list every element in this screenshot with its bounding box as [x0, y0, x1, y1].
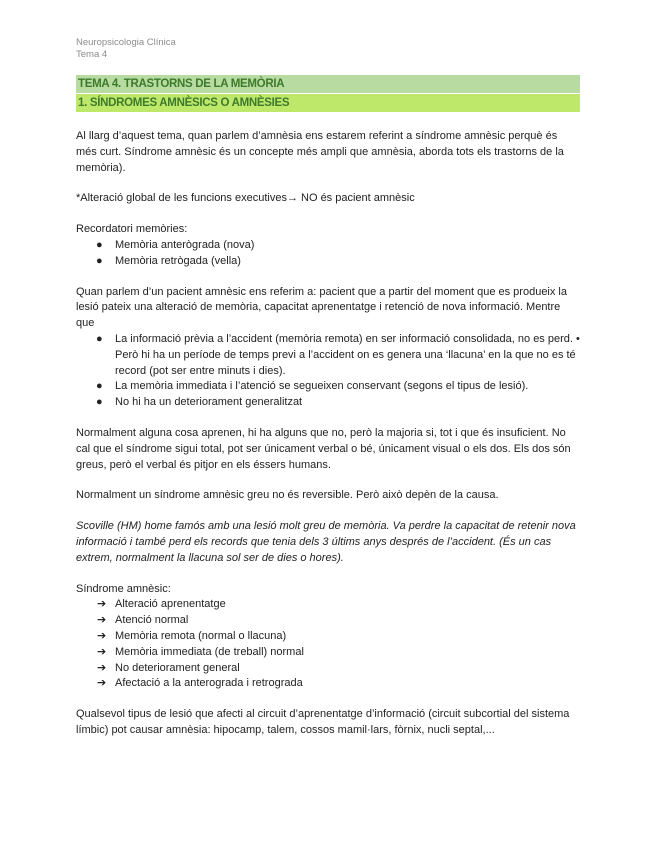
- reminders-label: Recordatori memòries:: [76, 223, 188, 236]
- intro-paragraph: Al llarg d’aquest tema, quan parlem d’amnèsia ens estarem referint a síndrome amnèsic perquè és més curt. Síndrome amnèsic és un concepte més ampli que amnèsia, aborda tots els trastorns de la memòria).: [76, 130, 564, 174]
- hm-case-paragraph: Scoville (HM) home famós amb una lesió molt greu de memòria. Va perdre la capacitat de retenir nova informació i també perd els records que tenia dels 3 últims anys després de l’accident. (És un cas extrem, normalment la llacuna sol ser de dies o hores).: [76, 520, 576, 564]
- patient-paragraph: Quan parlem d’un pacient amnèsic ens referim a: pacient que a partir del moment que es produeix la lesió pateix una alteració de memòria, capacitat aprenentatge i retenció de nova informació. Mentre que: [76, 285, 567, 330]
- note-paragraph: *Alteració global de les funcions executives→ NO és pacient amnèsic: [76, 192, 415, 205]
- bullet-icon: ●: [96, 380, 103, 393]
- arrow-right-icon: ➔: [97, 614, 107, 627]
- list-item: ➔ Memòria immediata (de treball) normal: [76, 645, 580, 661]
- bullet-icon: ●: [96, 332, 103, 345]
- arrow-right-icon: ➔: [97, 677, 107, 690]
- header-topic: Tema 4: [76, 49, 108, 60]
- list-item: ➔ Atenció normal: [76, 613, 580, 629]
- arrow-right-icon: ➔: [97, 598, 107, 611]
- patient-list: [76, 332, 580, 411]
- list-item: ● Memòria retrògada (vella): [76, 254, 580, 270]
- list-item: ● No hi ha un deteriorament generalitzat: [76, 395, 580, 411]
- arrow-right-icon: ➔: [97, 661, 107, 674]
- list-item: ● La memòria immediata i l’atenció se segueixen conservant (segons el tipus de lesió).: [76, 379, 580, 395]
- header-course: Neuropsicologia Clínica: [76, 37, 176, 48]
- reminders-list: [76, 238, 580, 270]
- list-item: ➔ Alteració aprenentatge: [76, 597, 580, 613]
- bullet-icon: ●: [96, 254, 103, 267]
- list-item: ● Memòria anterògrada (nova): [76, 238, 580, 254]
- list-item: ➔ Afectació a la anterograda i retrograda: [76, 676, 580, 692]
- list-item: ● La informació prèvia a l’accident (memòria remota) en ser informació consolidada, no es perd. • Però hi ha un període de temps previ a l’accident on es genera una ‘llacuna’ en la que no es té record (pot ser entre minuts i dies).: [96, 332, 580, 377]
- normal-paragraph: Normalment alguna cosa aprenen, hi ha alguns que no, però la majoria si, tot i que és insuficient. No cal que el síndrome sigui total, pot ser únicament verbal o bé, únicament visual o els dos. Els dos són greus, però el verbal és pitjor en els éssers humans.: [76, 426, 571, 471]
- syndrome-label: Síndrome amnèsic:: [76, 582, 171, 595]
- title-heading: TEMA 4. TRASTORNS DE LA MEMÒRIA: [76, 75, 580, 93]
- bullet-icon: ●: [96, 238, 103, 251]
- arrow-right-icon: ➔: [97, 645, 107, 658]
- section-heading: 1. SÍNDROMES AMNÈSICS O AMNÈSIES: [76, 94, 580, 112]
- syndrome-list: [76, 597, 580, 692]
- list-item: ➔ No deteriorament general: [76, 661, 580, 677]
- bullet-icon: ●: [96, 396, 103, 409]
- list-item: ➔ Memòria remota (normal o llacuna): [76, 629, 580, 645]
- final-paragraph: Qualsevol tipus de lesió que afecti al circuit d’aprenentatge d’informació (circuit subcortial del sistema límbic) pot causar amnèsia: hipocamp, talem, cossos mamil·lars, fòrnix, nucli septal,...: [76, 708, 570, 736]
- reversible-paragraph: Normalment un síndrome amnèsic greu no és reversible. Però això depèn de la causa.: [76, 489, 499, 502]
- document-page: [76, 37, 580, 739]
- arrow-right-icon: ➔: [97, 629, 107, 642]
